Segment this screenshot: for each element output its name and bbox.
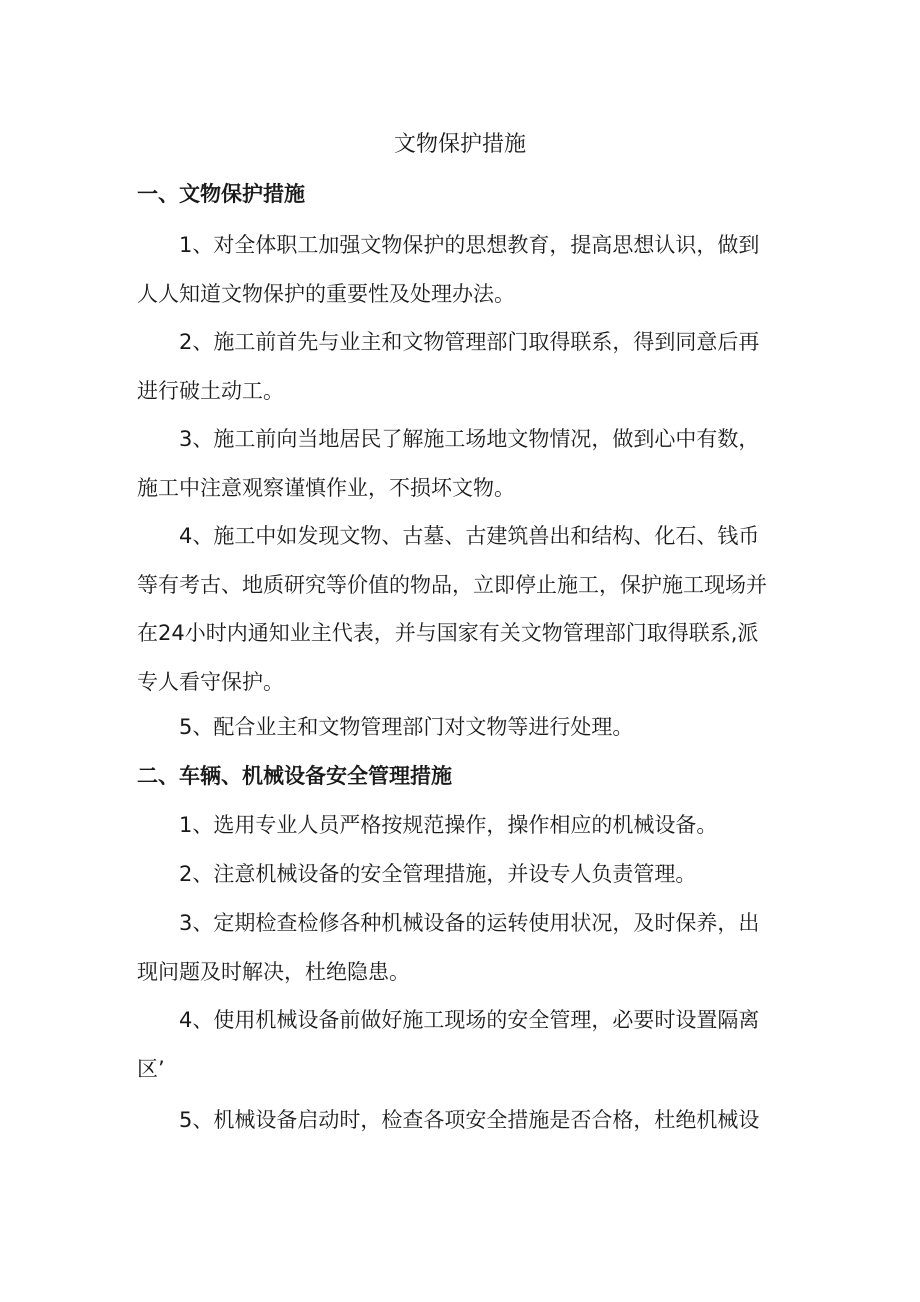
paragraph-2-3 <box>137 899 797 996</box>
paragraph-1-2 <box>137 318 797 415</box>
paragraph-line: 进行破土动工。 <box>137 378 284 403</box>
paragraph-line: 1、对全体职工加强文物保护的思想教育，提高思想认识，做到 <box>179 233 760 257</box>
paragraph-line: 3、定期检查检修各种机械设备的运转使用状况，及时保养，出 <box>179 911 760 935</box>
paragraph-line: 人人知道文物保护的重要性及处理办法。 <box>137 281 515 306</box>
paragraph-2-1 <box>137 801 797 850</box>
paragraph-1-3 <box>137 415 797 512</box>
paragraph-line: 5、配合业主和文物管理部门对文物等进行处理。 <box>179 715 634 739</box>
paragraph-line: 3、施工前向当地居民了解施工场地文物情况，做到心中有数， <box>179 427 760 451</box>
paragraph-1-4 <box>137 512 797 706</box>
paragraph-2-4 <box>137 996 797 1093</box>
paragraph-line: 等有考古、地质研究等价值的物品，立即停止施工，保护施工现场并 <box>137 572 767 597</box>
paragraph-line: 5、机械设备启动时，检查各项安全措施是否合格，杜绝机械设 <box>179 1108 760 1132</box>
paragraph-1-5 <box>137 703 797 752</box>
paragraph-line: 专人看守保护。 <box>137 669 284 694</box>
document-title: 文物保护措施 <box>393 132 526 157</box>
paragraph-2-2 <box>137 850 797 899</box>
paragraph-line: 4、使用机械设备前做好施工现场的安全管理，必要时设置隔离 <box>179 1008 760 1032</box>
paragraph-line: 2、施工前首先与业主和文物管理部门取得联系，得到同意后再 <box>179 330 760 354</box>
section-heading-1: 一、文物保护措施 <box>137 182 305 206</box>
paragraph-line: 1、选用专业人员严格按规范操作，操作相应的机械设备。 <box>179 813 718 837</box>
paragraph-2-5 <box>137 1096 797 1145</box>
paragraph-line: 施工中注意观察谨慎作业，不损坏文物。 <box>137 475 515 500</box>
paragraph-line: 区’ <box>137 1056 165 1081</box>
paragraph-line: 2、注意机械设备的安全管理措施，并设专人负责管理。 <box>179 862 697 886</box>
paragraph-line: 现问题及时解决，杜绝隐患。 <box>137 959 410 984</box>
paragraph-line: 4、施工中如发现文物、古墓、古建筑兽出和结构、化石、钱币 <box>179 524 760 548</box>
section-heading-2: 二、车辆、机械设备安全管理措施 <box>137 764 452 788</box>
paragraph-line: 在24小时内通知业主代表，并与国家有关文物管理部门取得联系,派 <box>137 621 759 645</box>
paragraph-1-1 <box>137 221 797 318</box>
